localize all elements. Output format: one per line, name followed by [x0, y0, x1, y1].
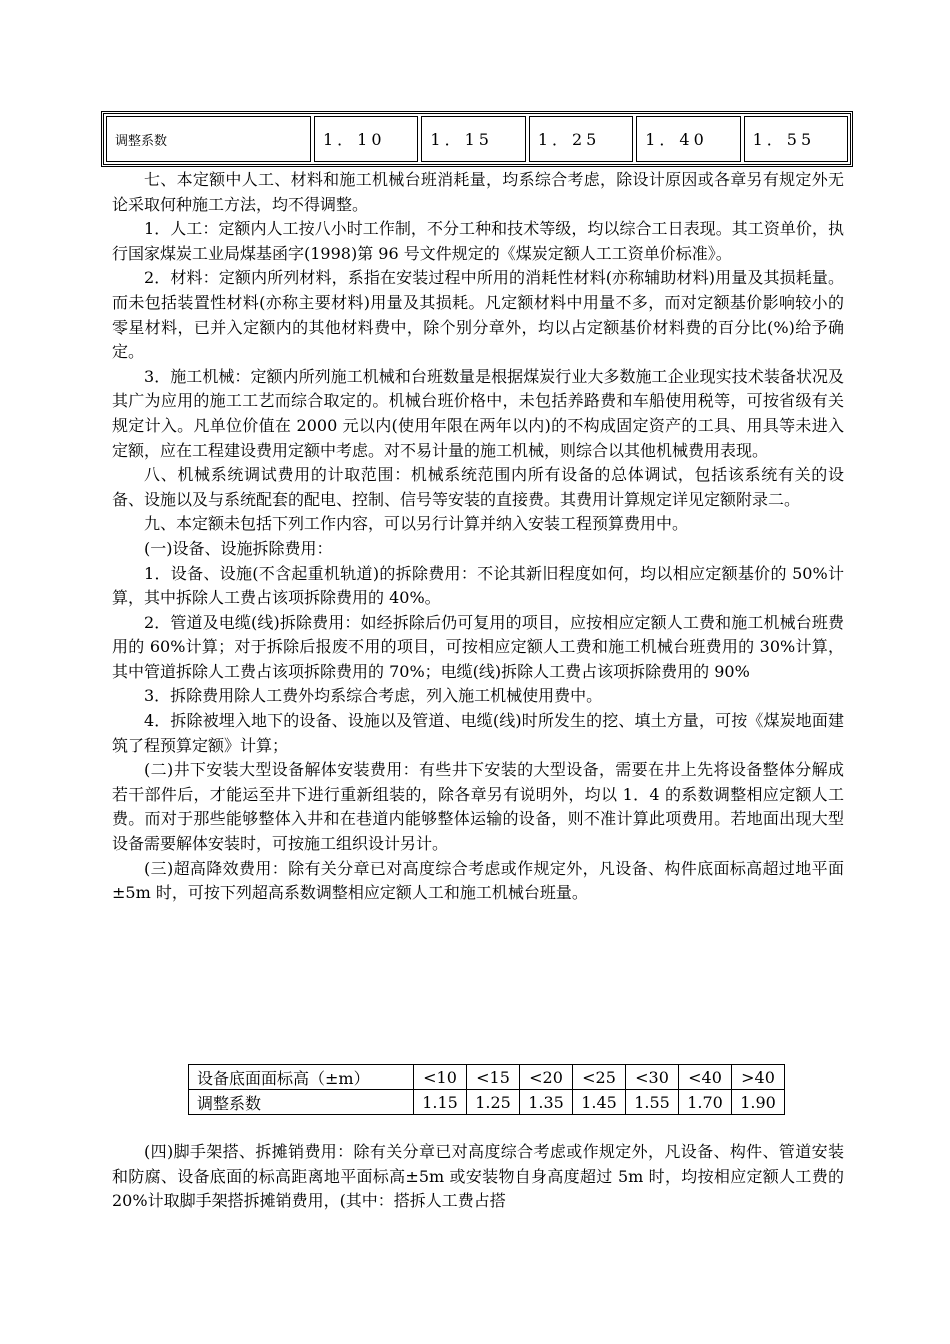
table-value-cell: 1．15	[421, 116, 525, 162]
table-cell: >40	[732, 1065, 785, 1090]
height-coefficient-table	[188, 1064, 785, 1115]
paragraph: 八、机械系统调试费用的计取范围：机械系统范围内所有设备的总体调试，包括该系统有关的设备、设施以及与系统配套的配电、控制、信号等安装的直接费。其费用计算规定详见定额附录二。	[112, 465, 844, 509]
table-cell: <40	[679, 1065, 732, 1090]
paragraph: 4．拆除被埋入地下的设备、设施以及管道、电缆(线)时所发生的挖、填土方量，可按《煤炭地面建筑了程预算定额》计算；	[112, 711, 844, 755]
table-cell: 1.35	[520, 1090, 573, 1115]
table-cell: 1.70	[679, 1090, 732, 1115]
table-header-cell: 设备底面面标高（±m）	[189, 1065, 414, 1090]
table-value-cell: 1．10	[314, 116, 418, 162]
table-cell: <20	[520, 1065, 573, 1090]
table-row	[189, 1065, 785, 1090]
table-row	[189, 1090, 785, 1115]
paragraph: 3．施工机械：定额内所列施工机械和台班数量是根据煤炭行业大多数施工企业现实技术装备状况及其广为应用的施工工艺而综合取定的。机械台班价格中，未包括养路费和车船使用税等，可按省级有关规定计入。凡单位价值在 2000 元以内(使用年限在两年以内)的不构成固定资产的工具、用具等未进入定额，应在工程建设费用定额中考虑。对不易计量的施工机械，则综合以其他机械费用表现。	[112, 366, 844, 460]
paragraph: 2．材料：定额内所列材料，系指在安装过程中所用的消耗性材料(亦称辅助材料)用量及其损耗量。而未包括装置性材料(亦称主要材料)用量及其损耗。凡定额材料中用量不多，而对定额基价影响较小的零星材料，已并入定额内的其他材料费中，除个别分章外，均以占定额基价材料费的百分比(%)给予确定。	[112, 268, 844, 362]
table-cell: <10	[414, 1065, 467, 1090]
table-header-cell: 调整系数	[189, 1090, 414, 1115]
table-cell: 1.45	[573, 1090, 626, 1115]
table-cell: <15	[467, 1065, 520, 1090]
table-cell: <30	[626, 1065, 679, 1090]
body-text-bottom	[112, 1140, 844, 1214]
paragraph: (四)脚手架搭、拆摊销费用：除有关分章已对高度综合考虑或作规定外，凡设备、构件、管道安装和防腐、设备底面的标高距离地平面标高±5m 或安装物自身高度超过 5m 时，均按相应定额人工费的 20%计取脚手架搭拆摊销费用，(其中：搭拆人工费占搭	[112, 1142, 844, 1211]
paragraph: 3．拆除费用除人工费外均系综合考虑，列入施工机械使用费中。	[144, 686, 603, 706]
paragraph: 1．设备、设施(不含起重机轨道)的拆除费用：不论其新旧程度如何，均以相应定额基价的 50%计算，其中拆除人工费占该项拆除费用的 40%。	[112, 563, 844, 608]
paragraph: 七、本定额中人工、材料和施工机械台班消耗量，均系综合考虑，除设计原因或各章另有规定外无论采取何种施工方法，均不得调整。	[112, 170, 844, 214]
paragraph: (二)井下安装大型设备解体安装费用：有些井下安装的大型设备，需要在井上先将设备整体分解成若干部件后，才能运至井下进行重新组装的，除各章另有说明外，均以 1．4 的系数调整相应定额人工费。而对于那些能够整体入井和在巷道内能够整体运输的设备，则不准计算此项费用。若地面出现大型设备需要解体安装时，可按施工组织设计另计。	[112, 760, 844, 854]
paragraph: (一)设备、设施拆除费用：	[144, 538, 333, 558]
paragraph: 1．人工：定额内人工按八小时工作制，不分工种和技术等级，均以综合工日表现。其工资单价，执行国家煤炭工业局煤基函字(1998)第 96 号文件规定的《煤炭定额人工工资单价标准》。	[112, 219, 844, 263]
table-value-cell: 1．40	[636, 116, 740, 162]
table-label-cell: 调整系数	[106, 116, 311, 162]
table-cell: 1.55	[626, 1090, 679, 1115]
body-text-top	[112, 168, 844, 906]
adjustment-coefficient-table-top	[101, 111, 853, 167]
table-cell: <25	[573, 1065, 626, 1090]
table-value-cell: 1．25	[529, 116, 633, 162]
table-cell: 1.15	[414, 1090, 467, 1115]
paragraph: 九、本定额未包括下列工作内容，可以另行计算并纳入安装工程预算费用中。	[144, 514, 689, 534]
paragraph: 2．管道及电缆(线)拆除费用：如经拆除后仍可复用的项目，应按相应定额人工费和施工机械台班费用的 60%计算；对于拆除后报废不用的项目，可按相应定额人工费和施工机械台班费用的 30%计算，其中管道拆除人工费占该项拆除费用的 70%；电缆(线)拆除人工费占该项拆除费用的 90%	[112, 612, 844, 681]
table-value-cell: 1．55	[744, 116, 848, 162]
table-cell: 1.25	[467, 1090, 520, 1115]
paragraph: (三)超高降效费用：除有关分章已对高度综合考虑或作规定外，凡设备、构件底面标高超过地平面±5m 时，可按下列超高系数调整相应定额人工和施工机械台班量。	[112, 858, 844, 903]
table-cell: 1.90	[732, 1090, 785, 1115]
